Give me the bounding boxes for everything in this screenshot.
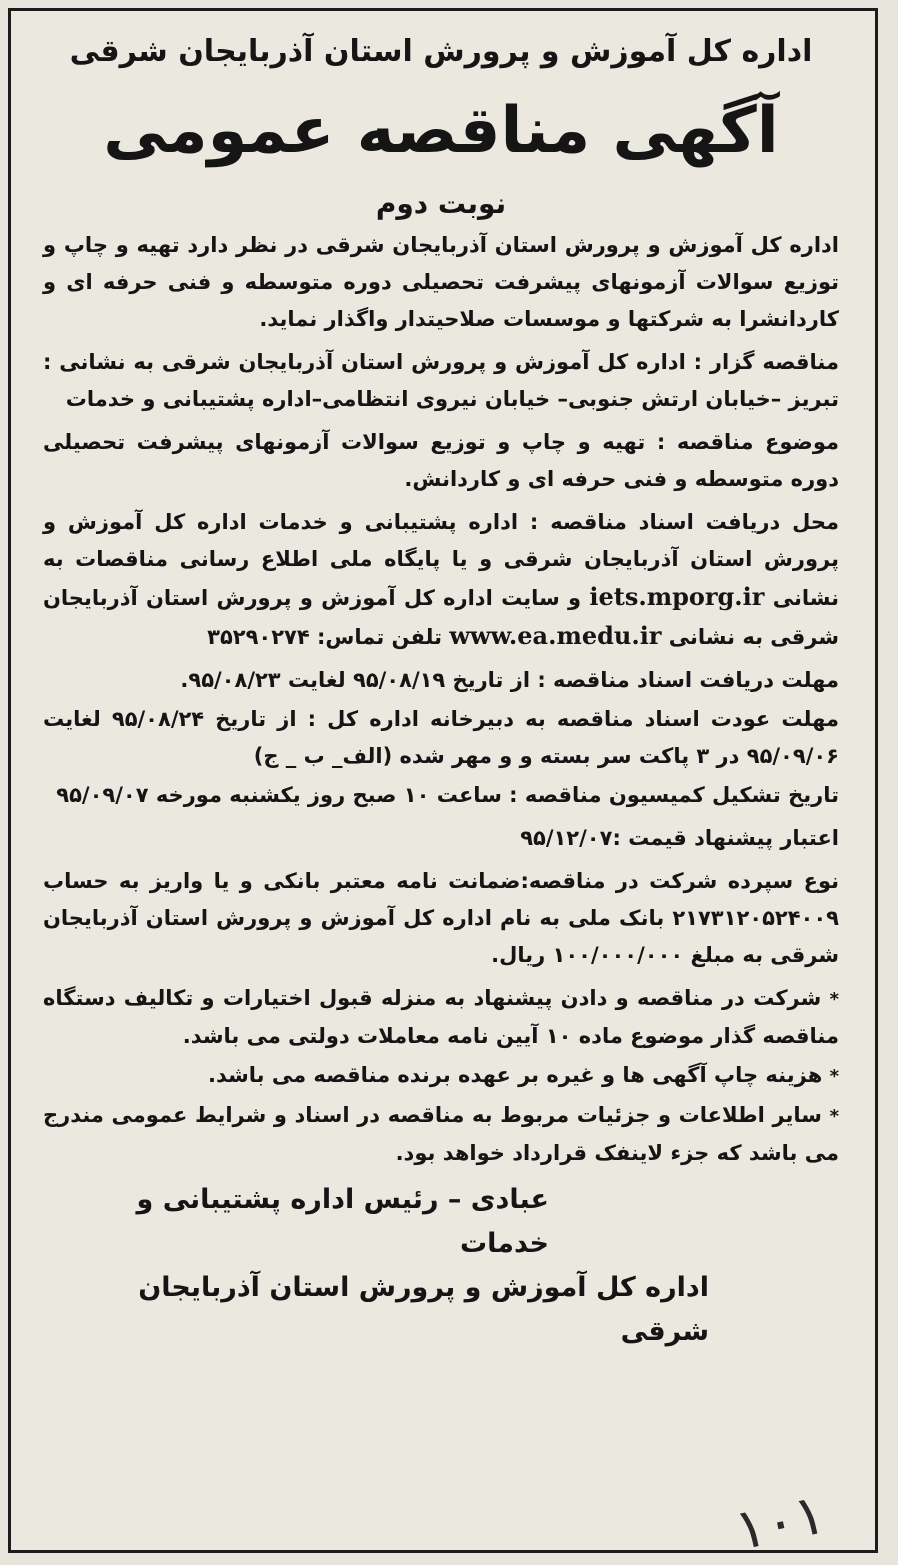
contact-phone: تلفن تماس: ۳۵۲۹۰۲۷۴ [207,625,443,649]
bullet-text-1: شرکت در مناقصه و دادن پیشنهاد به منزله قبول اختیارات و تکالیف دستگاه مناقصه گذار موضوع ماده ۱۰ آیین نامه معاملات دولتی می باشد. [43,986,839,1048]
documents-place-paragraph [43,504,839,656]
bullet-item-1 [43,980,839,1055]
signature-block [43,1178,839,1354]
asterisk-icon: * [829,1066,839,1087]
tender-notice [8,8,878,1553]
notice-title: آگهی مناقصه عمومی [103,94,779,168]
asterisk-icon: * [829,1106,839,1127]
tenderer-paragraph: مناقصه گزار : اداره کل آموزش و پرورش استان آذربایجان شرقی به نشانی : تبریز –خیابان ارتش جنوبی– خیابان نیروی انتظامی–اداره پشتیبانی و خدمات [43,350,839,411]
receive-deadline: مهلت دریافت اسناد مناقصه : از تاریخ ۹۵/۰۸/۱۹ لغایت ۹۵/۰۸/۲۳. [180,668,839,692]
notice-round: نوبت دوم [375,187,507,220]
price-validity: اعتبار پیشنهاد قیمت :۹۵/۱۲/۰۷ [520,826,839,850]
organization-heading: اداره کل آموزش و پرورش استان آذربایجان شرقی [69,34,813,69]
asterisk-icon: * [829,989,840,1010]
website-link-iets[interactable]: iets.mporg.ir [589,582,765,611]
intro-paragraph: اداره کل آموزش و پرورش استان آذربایجان شرقی در نظر دارد تهیه و چاپ و توزیع سوالات آزمونهای پیشرفت تحصیلی دوره متوسطه و فنی حرفه ای و کاردانشرا به شرکتها و موسسات صلاحیتدار واگذار نماید. [43,233,839,331]
commission-date: تاریخ تشکیل کمیسیون مناقصه : ساعت ۱۰ صبح روز یکشنبه مورخه ۹۵/۰۹/۰۷ [56,783,839,807]
website-link-edu[interactable]: www.ea.medu.ir [449,621,662,650]
bullet-text-3: سایر اطلاعات و جزئیات مربوط به مناقصه در اسناد و شرایط عمومی مندرج می باشد که جزء لاینفک قرارداد خواهد بود. [43,1103,839,1165]
notice-body [11,11,875,1354]
documents-place-text-b: و سایت اداره کل آموزش و پرورش استان آذربایجان شرقی به نشانی [43,586,839,649]
bullet-item-2 [43,1057,839,1095]
signatory-organization: اداره کل آموزش و پرورش استان آذربایجان شرقی [138,1272,709,1347]
return-deadline: مهلت عودت اسناد مناقصه به دبیرخانه اداره کل : از تاریخ ۹۵/۰۸/۲۴ لغایت ۹۵/۰۹/۰۶ در ۳ پاکت سر بسته و و مهر شده (الف_ ب _ ج) [43,707,839,768]
deposit-paragraph: نوع سپرده شرکت در مناقصه:ضمانت نامه معتبر بانکی و یا واریز به حساب ۲۱۷۳۱۲۰۵۲۴۰۰۹ بانک ملی به نام اداره کل آموزش و پرورش استان آذربایجان شرقی به مبلغ ۱۰۰/۰۰۰/۰۰۰ ریال. [43,869,839,967]
bullet-text-2: هزینه چاپ آگهی ها و غیره بر عهده برنده مناقصه می باشد. [208,1063,823,1087]
documents-place-text-a: محل دریافت اسناد مناقصه : اداره پشتیبانی و خدمات اداره کل آموزش و پرورش استان آذربایجان شرقی و یا پایگاه ملی اطلاع رسانی مناقصات به نشانی [43,510,840,610]
signatory-name: عبادی – رئیس اداره پشتیبانی و خدمات [136,1184,549,1259]
subject-paragraph: موضوع مناقصه : تهیه و چاپ و توزیع سوالات آزمونهای پیشرفت تحصیلی دوره متوسطه و فنی حرفه ای و کاردانش. [43,430,839,491]
bullet-item-3 [43,1097,839,1172]
handwritten-number: ۱۰۱ [729,1481,832,1564]
